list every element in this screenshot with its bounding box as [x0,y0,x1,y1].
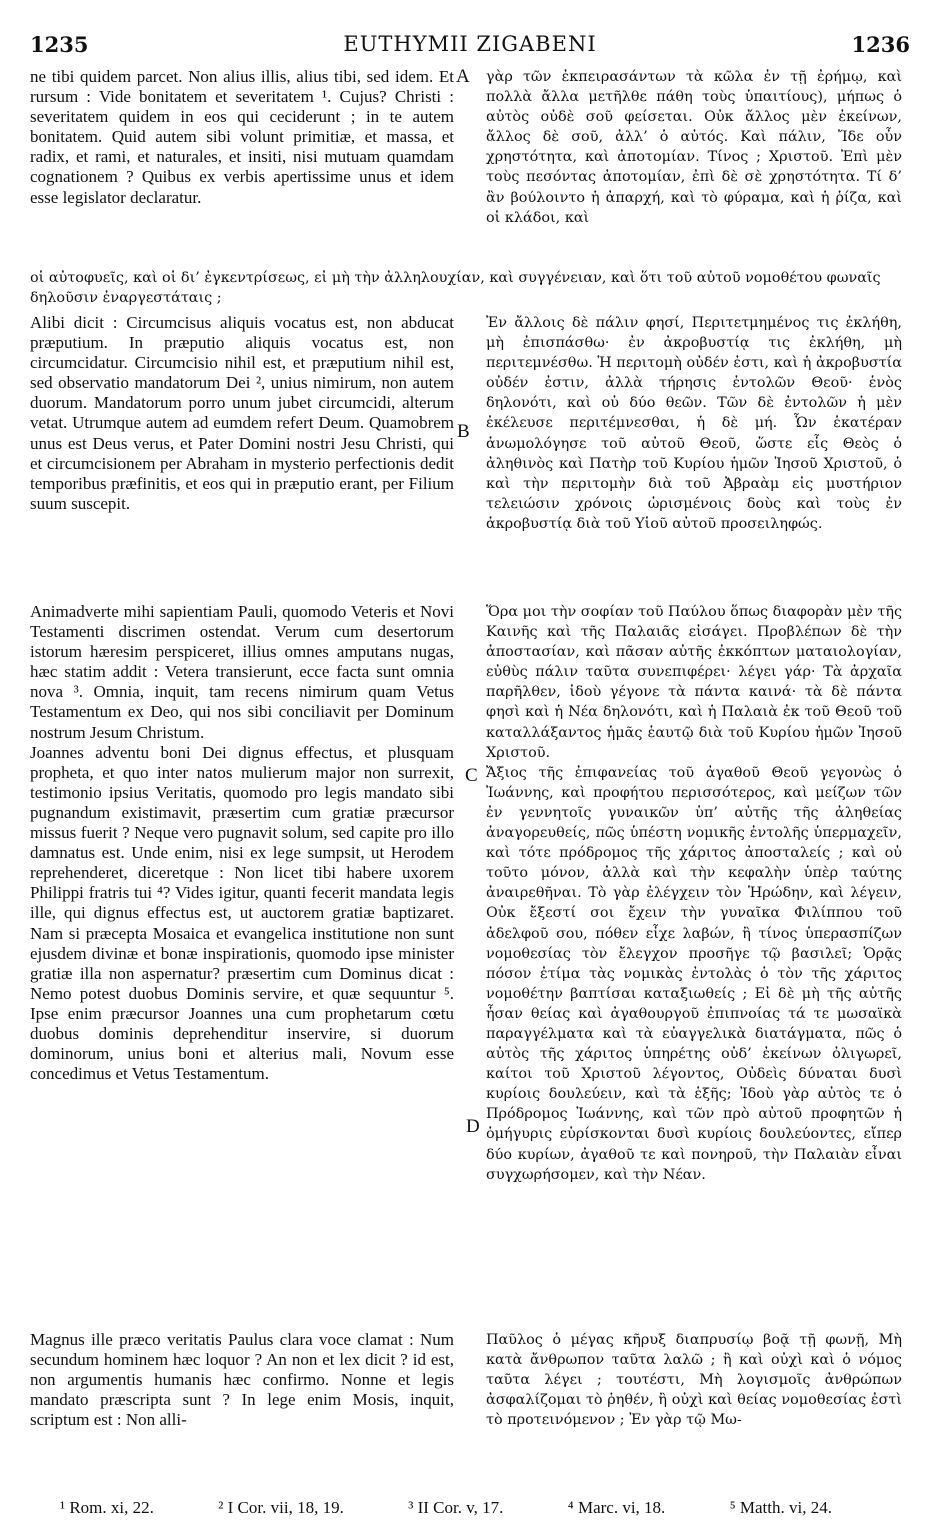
greek-paragraph-2: Ἐν ἄλλοις δὲ πάλιν φησί, Περιτετμημένος τις ἐκλήθη, μὴ ἐπισπάσθω· ἐν ἀκροβυστίᾳ τις ἐκλήθη, μὴ περιτεμνέσθω. Ἡ περιτομὴ οὐδέν ἐστι, καὶ ἡ ἀκροβυστία οὐδέν ἐστιν, ἀλλὰ τήρησις ἐντολῶν Θεοῦ· ἑνὸς δηλονότι, καὶ οὐ δύο θεῶν. Τῶν δὲ ἐντολῶν ἡ μὲν ἐκέλευσε περιτέμνεσθαι, ἡ δὲ μή. Ὧν ἑκατέραν ἀνωμολόγησε τοῦ αὐτοῦ Θεοῦ, ὥστε εἷς Θεὸς ὁ ἀληθινὸς καὶ Πατὴρ τοῦ Κυρίου ἡμῶν Ἰησοῦ Χριστοῦ, ὁ καὶ τὴν περιτομὴν διὰ τοῦ Ἀβραὰμ εἰς μυστήριον τελειώσιν χρόνοις ὡρισμένοις δοὺς καὶ τοὺς ἐν ἀκροβυστίᾳ διὰ τοῦ Υἱοῦ αὐτοῦ προσειληφώς. [486,315,902,532]
greek-paragraph-3: Ὅρα μοι τὴν σοφίαν τοῦ Παύλου ὅπως διαφορὰν μὲν τῆς Καινῆς καὶ τῆς Παλαιᾶς εἰσάγει. Προβλέπων δὲ τὴν ἀποστασίαν, καὶ πᾶσαν αὐτῆς ἐκκόπτων ματαιολογίαν, εὐθὺς πάλιν ταῦτα συνεπιφέρει· λέγει γάρ· Τὰ ἀρχαῖα παρῆλθεν, ἰδοὺ γέγονε τὰ πάντα καινά· τὰ δὲ πάντα φησὶ καὶ ἡ Νέα δηλονότι, καὶ ἡ Παλαιὰ ἐκ τοῦ Θεοῦ τοῦ καταλλάξαντος ἡμᾶς ἑαυτῷ διὰ τοῦ Κυρίου ἡμῶν Ἰησοῦ Χριστοῦ. [486,604,902,761]
latin-paragraph-2: Alibi dicit : Circumcisus aliquis vocatus est, non abducat præputium. In præputio aliquis vocatus est, non circumcidatur. Circumcisio nihil est, et præputium nihil est, sed observatio mandatorum Dei ², unius nimirum, non autem duorum. Mandatorum porro unum jubet circumcidi, alterum vetat. Utrumque autem ad eumdem refert Deum. Quamobrem unus est Deus verus, et Pater Domini nostri Jesu Christi, qui et circumcisionem per Abraham in mysterio perfectionis dedit temporibus præfinitis, et eos qui in præputio erant, per Filium suum suscepit. [30,313,454,513]
running-header [30,26,910,62]
running-title: EUTHYMII ZIGABENI [343,32,597,56]
footnotes [60,1498,832,1518]
latin-column-section-2 [30,313,454,514]
greek-column-section-3 [486,602,902,1185]
latin-paragraph-5: Magnus ille præco veritatis Paulus clara voce clamat : Num secundum hominem hæc loquor ? An non et lex dicit ? id est, non argumentis humanis hæc confirmo. Nonne et legis mandato præscripta sunt ? In lege enim Mosis, inquit, scriptum est : Non alli- [30,1330,454,1430]
greek-span-paragraph: οἱ αὐτοφυεῖς, καὶ οἱ δι’ ἐγκεντρίσεως, εἰ μὴ τὴν ἀλληλουχίαν, καὶ συγγένειαν, καὶ ὅτι τοῦ αὐτοῦ νομοθέτου φωναῖς δηλοῦσιν ἐναργεστάταις ; [30,270,881,307]
latin-paragraph-4: Joannes adventu boni Dei dignus effectus, et plusquam propheta, et quo inter natos mulierum major non surrexit, testimonio ipsius Veritatis, quomodo pro legis mandato sibi pugnandum existimavit, præsertim cum gratiæ præcursor missus fuerit ? Neque vero pugnavit solum, sed capite pro illo damnatus est. Unde enim, nisi ex lege sumpsit, ut Herodem reprehenderet, diceretque : Non licet tibi habere uxorem Philippi fratris tui ⁴? Vides igitur, quanti fecerit mandata legis ille, qui dignus effectus est, ut auctorem gratiæ baptizaret. Nam si præcepta Mosaica et evangelica institutione non sunt ejusdem divinæ et bonæ inspirationis, quomodo ipse minister gratiæ illa non aspernatur? præsertim cum Dominus dicat : Nemo potest duobus Dominis servire, et quæ sequuntur ⁵. Ipse enim præcursor Joannes una cum prophetarum cœtu duobus dominis deprehenditur inservire, si duorum dominorum, unius boni et alterius mali, Novum esse concedimus et Vetus Testamentum. [30,742,454,1084]
latin-column-section-3 [30,602,454,1084]
margin-marker-d: D [466,1116,480,1137]
greek-column-section-2 [486,313,902,534]
margin-marker-a: A [456,66,470,87]
greek-column-section-1 [486,67,902,228]
footnote-1: ¹ Rom. xi, 22. [60,1498,154,1517]
margin-marker-b: B [457,421,470,442]
footnote-5: ⁵ Matth. vi, 24. [729,1498,832,1517]
footnote-3: ³ II Cor. v, 17. [408,1498,504,1517]
latin-column-section-1 [30,67,454,208]
latin-paragraph-1: ne tibi quidem parcet. Non alius illis, alius tibi, sed idem. Et rursum : Vide bonitatem et severitatem ¹. Cujus? Christi : severitatem quidem in eos qui ceciderunt ; in te autem bonitatem. Quid autem sibi volunt primitiæ, et massa, et radix, et rami, et naturales, et insiti, nisi mutuam quamdam cognationem ? Quibus ex verbis apertissime unus et idem esse legislator declaratur. [30,67,454,207]
page-number-left: 1235 [30,32,89,57]
margin-marker-c: C [465,765,478,786]
greek-column-section-4 [486,1330,902,1430]
greek-paragraph-1: γὰρ τῶν ἐκπειρασάντων τὰ κῶλα ἐν τῇ ἐρήμῳ, καὶ πολλὰ ἄλλα μετῆλθε πάθη τοὺς ὑπαιτίους), μήπως ὁ αὐτὸς οὐδὲ σοῦ φείσεται. Οὐκ ἄλλος μὲν ἐκείνων, ἄλλος δὲ σοῦ, ἀλλ’ ὁ αὐτός. Καὶ πάλιν, Ἴδε οὖν χρηστότητα, καὶ ἀποτομίαν. Τίνος ; Χριστοῦ. Ἐπὶ μὲν τοὺς πεσόντας ἀποτομίαν, ἐπὶ δὲ σὲ χρηστότητα. Τί δ’ ἂν βούλοιντο ἡ ἀπαρχή, καὶ τὸ φύραμα, καὶ ἡ ῥίζα, καὶ οἱ κλάδοι, καὶ [486,69,902,226]
greek-paragraph-5: Παῦλος ὁ μέγας κῆρυξ διαπρυσίῳ βοᾷ τῇ φωνῇ, Μὴ κατὰ ἄνθρωπον ταῦτα λαλῶ ; ἢ καὶ οὐχὶ καὶ ὁ νόμος ταῦτα λέγει ; τουτέστι, Μὴ λογισμοῖς ἀνθρώπων ἀσφαλίζομαι τὸ ῥηθέν, ἢ οὐχὶ καὶ θείας νομοθεσίας ἐστὶ τὸ προτεινόμενον ; Ἐν γὰρ τῷ Μω- [486,1332,902,1429]
greek-paragraph-4: Ἄξιος τῆς ἐπιφανείας τοῦ ἀγαθοῦ Θεοῦ γεγονὼς ὁ Ἰωάννης, καὶ προφήτου περισσότερος, καὶ μείζων τῶν ἐν γεννητοῖς γυναικῶν ὑπ’ αὐτῆς τῆς ἀληθείας ἀναγορευθείς, πῶς ὑπέστη νομικῆς ἐντολῆς ὑπερμαχεῖν, καὶ τότε πρόδρομος τῆς χάριτος ἀποσταλείς ; καὶ οὐ τοῦτο μόνον, ἀλλὰ καὶ τὴν κεφαλὴν ὑπὲρ ταύτης ἀναιρεθῆναι. Τὸ γὰρ ἐλέγχειν τὸν Ἡρώδην, καὶ λέγειν, Οὐκ ἔξεστί σοι ἔχειν τὴν γυναῖκα Φιλίππου τοῦ ἀδελφοῦ σου, πόθεν εἶχε λαβών, ἢ τίνος ὑπερασπίζων νομοθεσίας τὸν ἔλεγχον προσῆγε τῷ βασιλεῖ; Ὁρᾷς πόσον ἐτίμα τὰς νομικὰς ἐντολὰς ὁ τὸν τῆς χάριτος νομοθέτην βαπτίσαι καταξιωθείς ; Εἰ δὲ μὴ τῆς αὐτῆς ἦσαν θείας καὶ ἀγαθουργοῦ ἐπιπνοίας τά τε μωσαϊκὰ παραγγέλματα καὶ τὰ εὐαγγελικὰ διατάγματα, πῶς ὁ αὐτὸς τῆς χάριτος ὑπηρέτης οὐδ’ ἐκείνων ὀλιγωρεῖ, καίτοι τοῦ Χριστοῦ λέγοντος, Οὐδεὶς δύναται δυσὶ κυρίοις δουλεύειν, καὶ τὰ ἑξῆς; Ἰδοὺ γὰρ αὐτὸς τε ὁ Πρόδρομος Ἰωάννης, καὶ τῶν πρὸ αὐτοῦ προφητῶν ἡ ὁμήγυρις εὑρίσκονται δυσὶ κυρίοις δουλεύοντες, εἴπερ δύο κυρίων, ἀγαθοῦ τε καὶ πονηροῦ, τὴν Παλαιὰν εἶναι συγχωρήσομεν, καὶ τὴν Νέαν. [486,764,902,1183]
page-number-right: 1236 [851,32,910,57]
greek-full-width-line [30,268,902,308]
footnote-4: ⁴ Marc. vi, 18. [567,1498,666,1517]
latin-column-section-4 [30,1330,454,1430]
latin-paragraph-3: Animadverte mihi sapientiam Pauli, quomodo Veteris et Novi Testamenti discrimen ostendat. Verum cum desertorum istorum hæresim perspiceret, illius omnes amputans nugas, hæc statim addit : Vetera transierunt, ecce facta sunt omnia nova ³. Omnia, inquit, tam recens nimirum quam Vetus Testamentum ex Deo, qui nos sibi conciliavit per Dominum nostrum Jesum Christum. [30,602,454,742]
footnote-2: ² I Cor. vii, 18, 19. [218,1498,344,1517]
